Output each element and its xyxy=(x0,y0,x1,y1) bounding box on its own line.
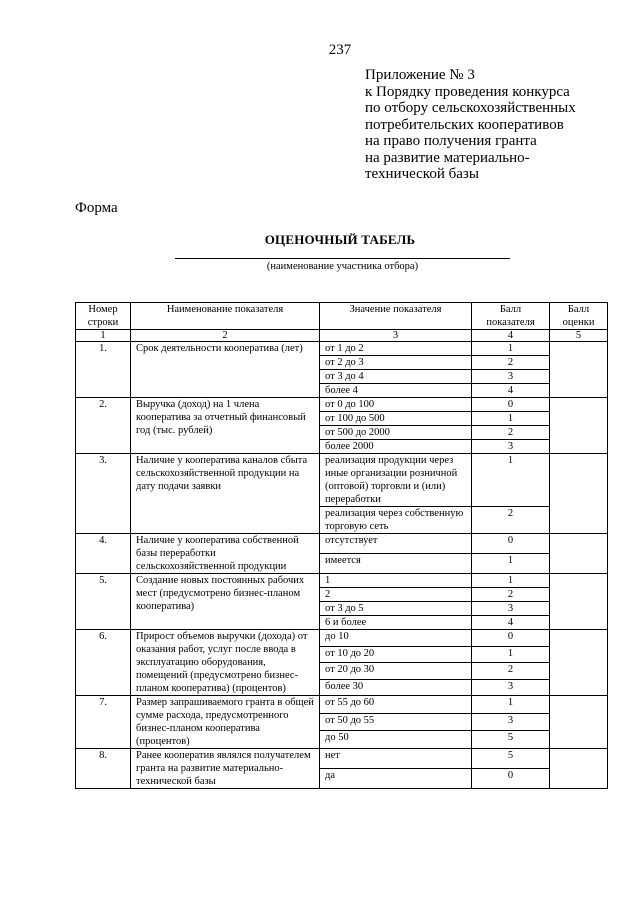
indicator-score: 5 xyxy=(472,749,550,769)
evaluation-table xyxy=(75,302,608,789)
participant-name-caption: (наименование участника отбора) xyxy=(266,261,419,272)
table-row xyxy=(76,398,608,412)
indicator-value: от 0 до 100 xyxy=(320,398,472,412)
indicator-value: от 3 до 4 xyxy=(320,370,472,384)
indicator-value: от 3 до 5 xyxy=(320,602,472,616)
appendix-line: на развитие материально- xyxy=(365,149,530,166)
indicator-value: 1 xyxy=(320,574,472,588)
indicator-score: 3 xyxy=(472,713,550,731)
row-number: 1. xyxy=(76,342,131,398)
evaluation-score-cell[interactable] xyxy=(550,696,608,749)
table-row xyxy=(76,749,608,769)
column-number: 5 xyxy=(550,330,608,342)
indicator-value: нет xyxy=(320,749,472,769)
indicator-value: имеется xyxy=(320,554,472,574)
indicator-value: более 2000 xyxy=(320,440,472,454)
indicator-score: 1 xyxy=(472,696,550,714)
indicator-value: реализация через собственную торговую сеть xyxy=(320,507,472,534)
indicator-name: Ранее кооператив являлся получателем гранта на развитие материально-технической базы xyxy=(131,749,320,789)
appendix-line: на право получения гранта xyxy=(365,133,537,149)
indicator-name: Срок деятельности кооператива (лет) xyxy=(131,342,320,398)
appendix-line: к Порядку проведения конкурса xyxy=(365,83,570,100)
indicator-score: 1 xyxy=(472,454,550,507)
evaluation-score-cell[interactable] xyxy=(550,398,608,454)
indicator-value: реализация продукции через иные организации розничной (оптовой) торговли и (или) переработки xyxy=(320,454,472,507)
indicator-score: 0 xyxy=(472,398,550,412)
appendix-line: Приложение № 3 xyxy=(365,67,475,83)
indicator-score: 2 xyxy=(472,426,550,440)
table-row xyxy=(76,454,608,507)
header-evaluation-score: Балл оценки xyxy=(550,303,608,330)
indicator-score: 2 xyxy=(472,356,550,370)
indicator-name: Выручка (доход) на 1 члена кооператива за отчетный финансовый год (тыс. рублей) xyxy=(131,398,320,454)
indicator-value: отсутствует xyxy=(320,534,472,554)
header-row-number: Номер строки xyxy=(76,303,131,330)
indicator-value: от 50 до 55 xyxy=(320,713,472,731)
appendix-line: по отбору сельскохозяйственных xyxy=(365,100,576,116)
page-number: 237 xyxy=(328,42,352,58)
document-title: ОЦЕНОЧНЫЙ ТАБЕЛЬ xyxy=(264,232,416,247)
indicator-score: 1 xyxy=(472,412,550,426)
column-number: 1 xyxy=(76,330,131,342)
table-row xyxy=(76,696,608,714)
row-number: 2. xyxy=(76,398,131,454)
indicator-score: 3 xyxy=(472,679,550,696)
indicator-value: от 500 до 2000 xyxy=(320,426,472,440)
row-number: 6. xyxy=(76,630,131,696)
evaluation-score-cell[interactable] xyxy=(550,342,608,398)
header-indicator-value: Значение показателя xyxy=(320,303,472,330)
row-number: 8. xyxy=(76,749,131,789)
indicator-value: от 20 до 30 xyxy=(320,663,472,680)
appendix-line: потребительских кооперативов xyxy=(365,116,564,133)
indicator-name: Наличие у кооператива собственной базы переработки сельскохозяйственной продукции xyxy=(131,534,320,574)
indicator-value: до 50 xyxy=(320,731,472,749)
form-label: Форма xyxy=(75,200,118,216)
indicator-score: 4 xyxy=(472,384,550,398)
indicator-name: Наличие у кооператива каналов сбыта сельскохозяйственной продукции на дату подачи заявки xyxy=(131,454,320,534)
indicator-value: от 100 до 500 xyxy=(320,412,472,426)
indicator-score: 3 xyxy=(472,370,550,384)
column-number-row xyxy=(76,330,608,342)
row-number: 4. xyxy=(76,534,131,574)
row-number: 5. xyxy=(76,574,131,630)
indicator-score: 1 xyxy=(472,574,550,588)
indicator-score: 2 xyxy=(472,663,550,680)
table-header-row xyxy=(76,303,608,330)
column-number: 4 xyxy=(472,330,550,342)
participant-name-line xyxy=(175,258,510,259)
evaluation-score-cell[interactable] xyxy=(550,574,608,630)
indicator-score: 0 xyxy=(472,630,550,647)
header-indicator-name: Наименование показателя xyxy=(131,303,320,330)
row-number: 3. xyxy=(76,454,131,534)
indicator-score: 5 xyxy=(472,731,550,749)
indicator-value: 2 xyxy=(320,588,472,602)
table-row xyxy=(76,630,608,647)
table-row xyxy=(76,574,608,588)
indicator-score: 1 xyxy=(472,554,550,574)
indicator-name: Размер запрашиваемого гранта в общей сумме расхода, предусмотренного бизнес-планом кооператива (процентов) xyxy=(131,696,320,749)
indicator-score: 4 xyxy=(472,616,550,630)
indicator-score: 1 xyxy=(472,342,550,356)
appendix-note xyxy=(365,67,576,183)
column-number: 2 xyxy=(131,330,320,342)
indicator-value: от 1 до 2 xyxy=(320,342,472,356)
appendix-line: технической базы xyxy=(365,166,479,182)
indicator-name: Прирост объемов выручки (дохода) от оказания работ, услуг после ввода в эксплуатацию оборудования, помещений (предусмотрено бизнес-планом кооператива) (процентов) xyxy=(131,630,320,696)
evaluation-score-cell[interactable] xyxy=(550,534,608,574)
indicator-score: 1 xyxy=(472,646,550,663)
column-number: 3 xyxy=(320,330,472,342)
table-row xyxy=(76,342,608,356)
indicator-value: до 10 xyxy=(320,630,472,647)
table-row xyxy=(76,534,608,554)
row-number: 7. xyxy=(76,696,131,749)
indicator-value: от 2 до 3 xyxy=(320,356,472,370)
indicator-score: 2 xyxy=(472,507,550,534)
indicator-value: да xyxy=(320,769,472,789)
indicator-score: 3 xyxy=(472,602,550,616)
evaluation-score-cell[interactable] xyxy=(550,630,608,696)
indicator-score: 0 xyxy=(472,534,550,554)
evaluation-score-cell[interactable] xyxy=(550,749,608,789)
indicator-value: 6 и более xyxy=(320,616,472,630)
indicator-value: более 30 xyxy=(320,679,472,696)
indicator-score: 3 xyxy=(472,440,550,454)
indicator-score: 2 xyxy=(472,588,550,602)
indicator-value: от 10 до 20 xyxy=(320,646,472,663)
indicator-value: от 55 до 60 xyxy=(320,696,472,714)
evaluation-score-cell[interactable] xyxy=(550,454,608,534)
indicator-score: 0 xyxy=(472,769,550,789)
indicator-value: более 4 xyxy=(320,384,472,398)
header-indicator-score: Балл показателя xyxy=(472,303,550,330)
indicator-name: Создание новых постоянных рабочих мест (предусмотрено бизнес-планом кооператива) xyxy=(131,574,320,630)
